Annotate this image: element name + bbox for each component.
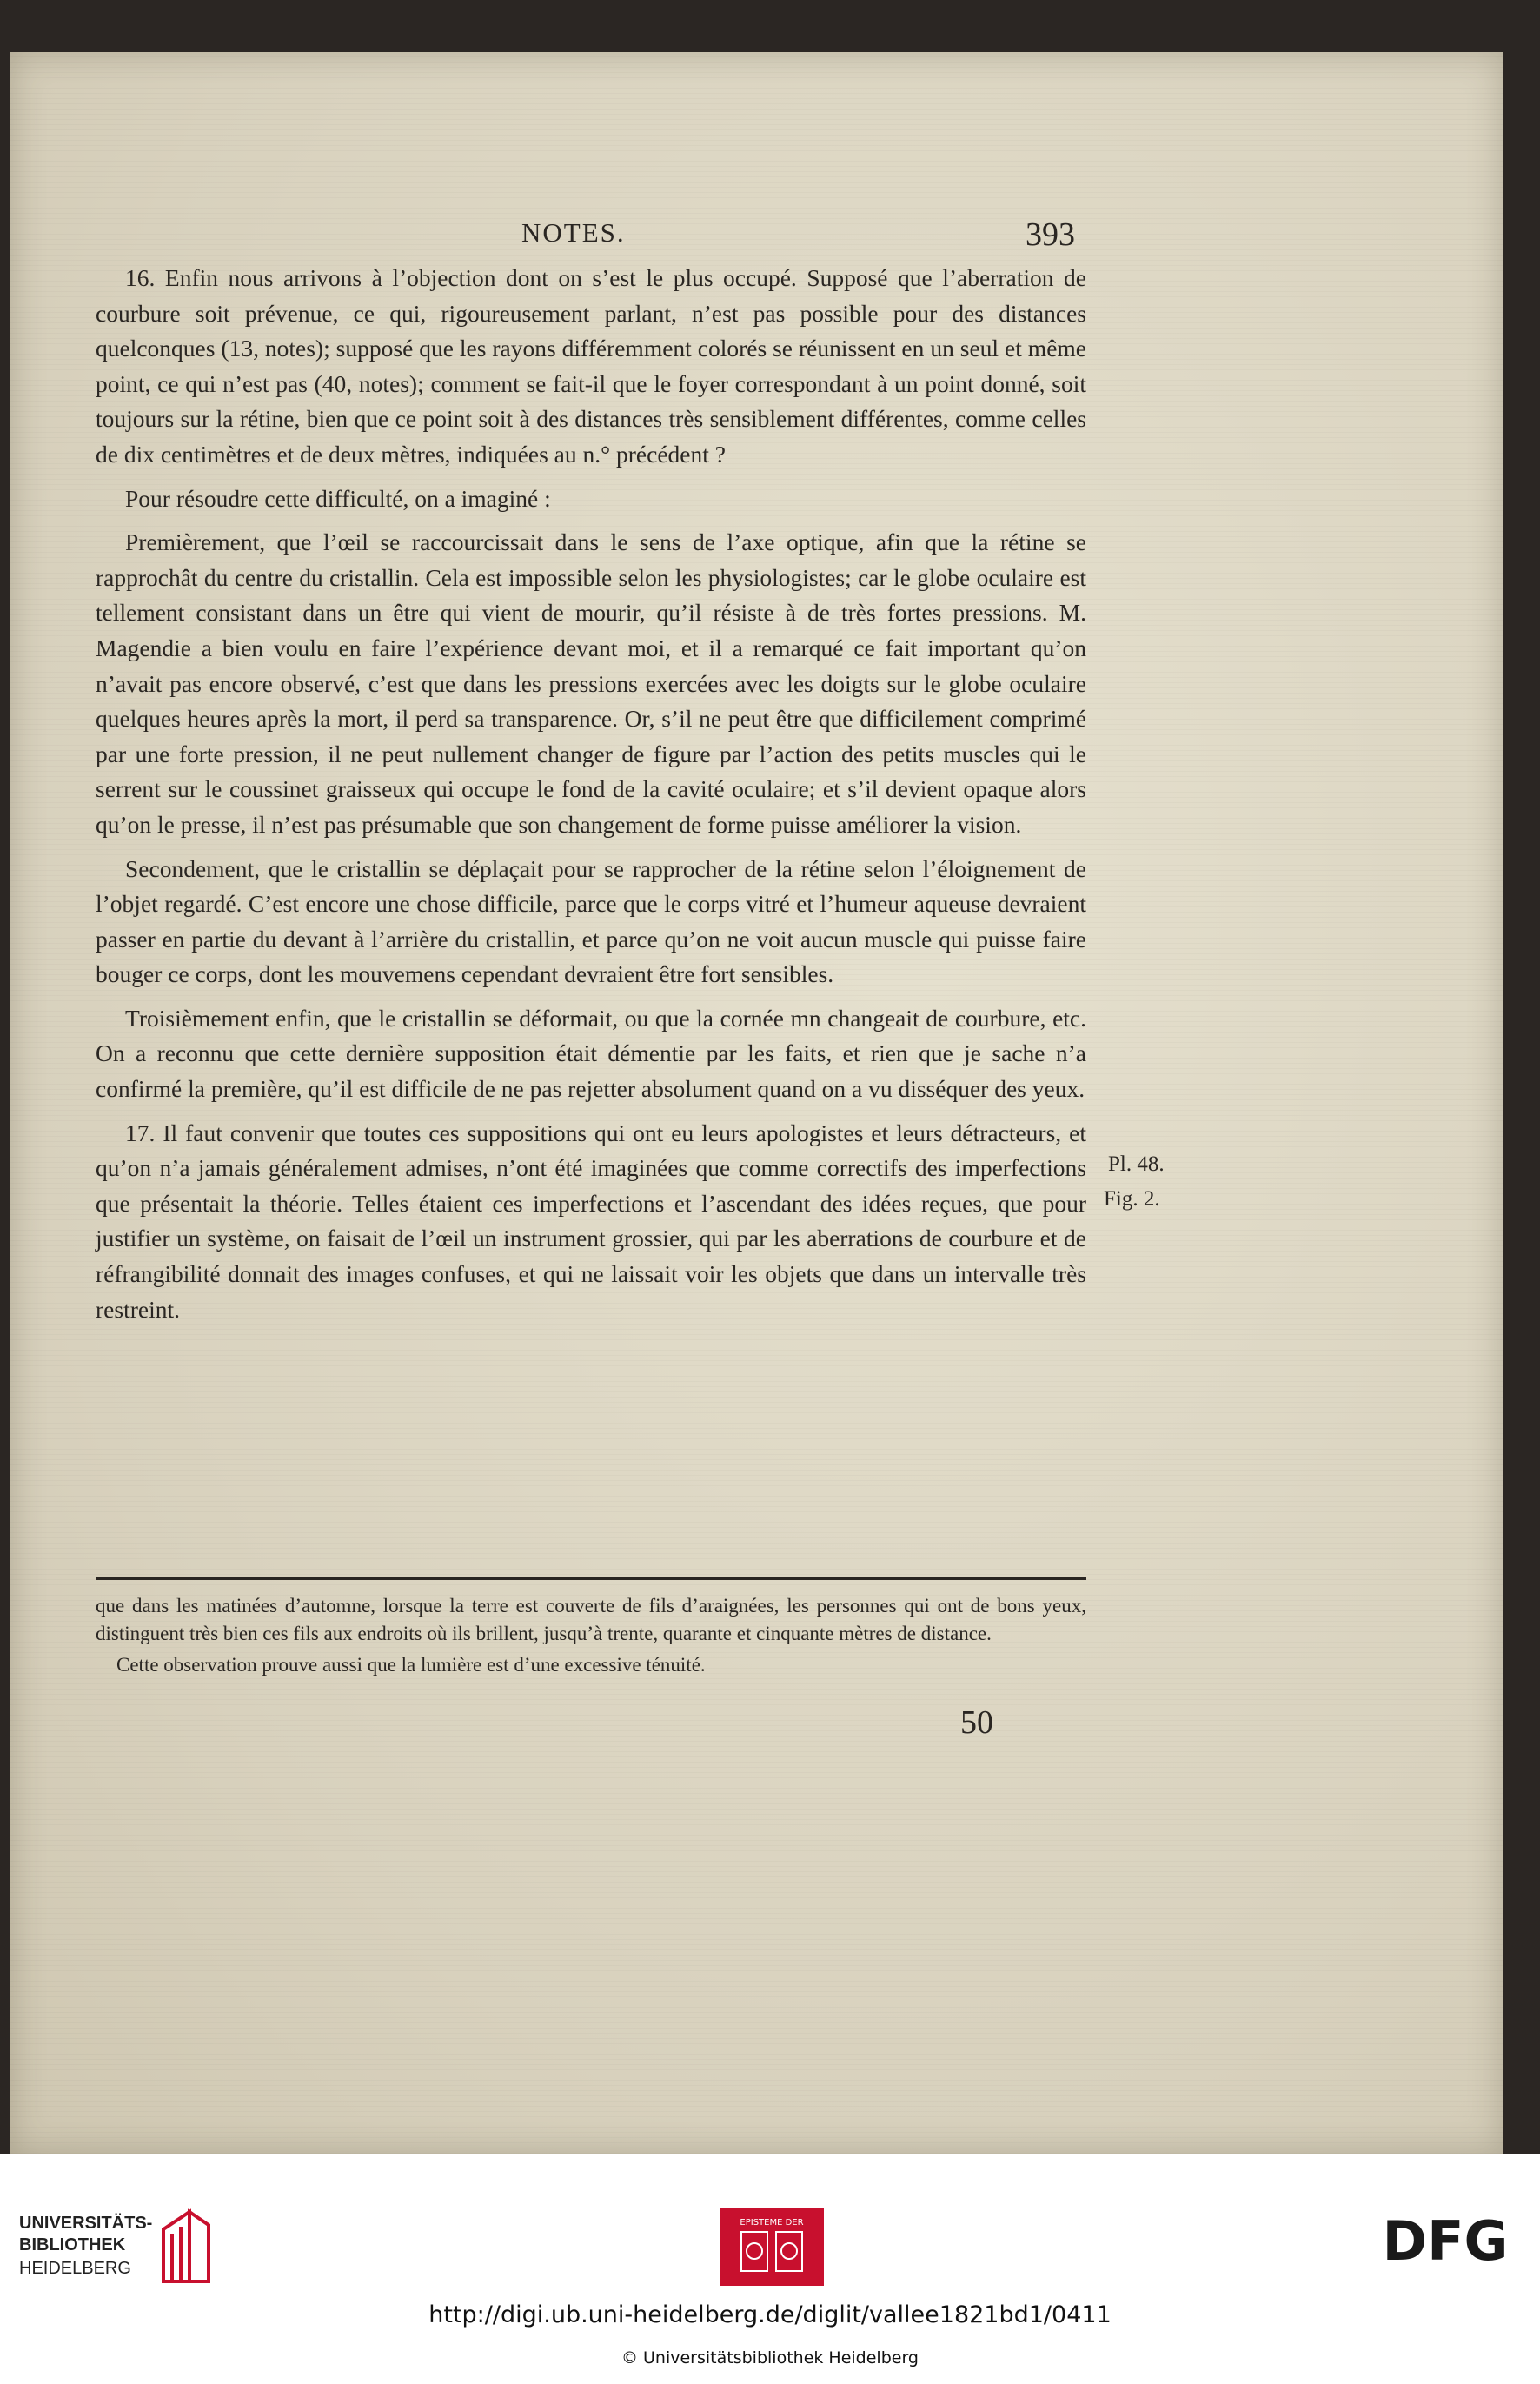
- dfg-logo-text: DFG: [1382, 2209, 1509, 2270]
- footnote-rule: [96, 1577, 1086, 1580]
- library-name-line3: HEIDELBERG: [19, 2259, 131, 2278]
- margin-note-figure: Fig. 2.: [1104, 1187, 1160, 1211]
- library-name-line1: UNIVERSITÄTS-: [19, 2214, 153, 2233]
- library-mark-icon: [155, 2208, 216, 2286]
- signature-mark: 50: [960, 1704, 993, 1741]
- copyright-notice: © Universitätsbibliothek Heidelberg: [621, 2348, 919, 2367]
- footnote-observation: Cette observation prouve aussi que la lumière est d’une excessive ténuité.: [116, 1654, 706, 1676]
- footnote-text: que dans les matinées d’automne, lorsque la terre est couverte de fils d’araignées, les personnes qui ont de bons yeux, distinguent très bien ces fils aux endroits où ils brillent, jusqu’à trente, quarante et cinquante mètres de distance.: [96, 1595, 1086, 1644]
- epistemes-emblem-icon: [720, 2208, 824, 2286]
- paragraph-16: 16. Enfin nous arrivons à l’objection dont on s’est le plus occupé. Supposé que l’aberration de courbure soit prévenue, ce qui, rigoureusement parlant, n’est pas possible pour des distances quelconques (13, notes); supposé que les rayons différemment colorés se réunissent en un seul et même point, ce qui n’est pas (40, notes); comment se fait-il que le foyer correspondant à un point donné, soit toujours sur la rétine, bien que ce point soit à des distances très sensiblement différentes, comme celles de dix centimètres et de deux mètres, indiquées au n.° précédent ?: [96, 264, 1086, 468]
- paragraph-secondement: Secondement, que le cristallin se déplaçait pour se rapprocher de la rétine selon l’éloignement de l’objet regardé. C’est encore une chose difficile, parce que le corps vitré et l’humeur aqueuse devraient passer en partie du devant à l’arrière du cristallin, et parce qu’on ne voit aucun muscle qui puisse faire bouger ce corps, dont les mouvemens cependant devraient être fort sensibles.: [96, 854, 1086, 988]
- paragraph-troisiemement: Troisièmement enfin, que le cristallin se déformait, ou que la cornée mn changeait de courbure, etc. On a reconnu que cette dernière supposition était démentie par les faits, et rien que je sache n’a confirmé la première, qu’il est difficile de ne pas rejetter absolument quand on a vu disséquer des yeux.: [96, 1004, 1086, 1103]
- library-name-line2: BIBLIOTHEK: [19, 2235, 126, 2255]
- epistemes-label: EPISTEME DER: [740, 2218, 804, 2228]
- margin-note-plate: Pl. 48.: [1108, 1152, 1165, 1176]
- paragraph-difficulty: Pour résoudre cette difficulté, on a imaginé :: [125, 484, 551, 512]
- epistemes-logo[interactable]: [720, 2208, 824, 2286]
- footnote: [96, 1592, 1086, 1683]
- body-text: [96, 261, 1086, 1336]
- page-number: 393: [1026, 216, 1075, 253]
- paragraph-17: 17. Il faut convenir que toutes ces suppositions qui ont eu leurs apologistes et leurs détracteurs, et qu’on n’a jamais généralement admises, n’ont été imaginées que comme correctifs des imperfections que présentait la théorie. Telles étaient ces imperfections et l’ascendant des idées reçues, que pour justifier un système, on faisait de l’œil un instrument grossier, qui par les aberrations de courbure et de réfrangibilité donnait des images confuses, et qui ne laissait voir les objets que dans un intervalle très restreint.: [96, 1119, 1086, 1323]
- running-header: NOTES.: [521, 217, 626, 248]
- dfg-logo-icon[interactable]: [1371, 2209, 1519, 2270]
- permalink-url[interactable]: http://digi.ub.uni-heidelberg.de/diglit/vallee1821bd1/0411: [428, 2301, 1112, 2328]
- paragraph-premierement: Premièrement, que l’œil se raccourcissait dans le sens de l’axe optique, afin que la rétine se rapprochât du centre du cristallin. Cela est impossible selon les physiologistes; car le globe oculaire est tellement consistant dans un être qui vient de mourir, qu’il résiste à de très fortes pressions. M. Magendie a bien voulu en faire l’expérience devant moi, et il a remarqué ce fait important qu’on n’avait pas encore observé, c’est que dans les pressions exercées avec les doigts sur le globe oculaire quelques heures après la mort, il perd sa transparence. Or, s’il ne peut être que difficilement comprimé par une forte pression, il ne peut nullement changer de figure par l’action des petits muscles qui le serrent sur le coussinet graisseux qui occupe le fond de la cavité oculaire; et s’il devient opaque alors qu’on le presse, il n’est pas présumable que son changement de forme puisse améliorer la vision.: [96, 528, 1086, 838]
